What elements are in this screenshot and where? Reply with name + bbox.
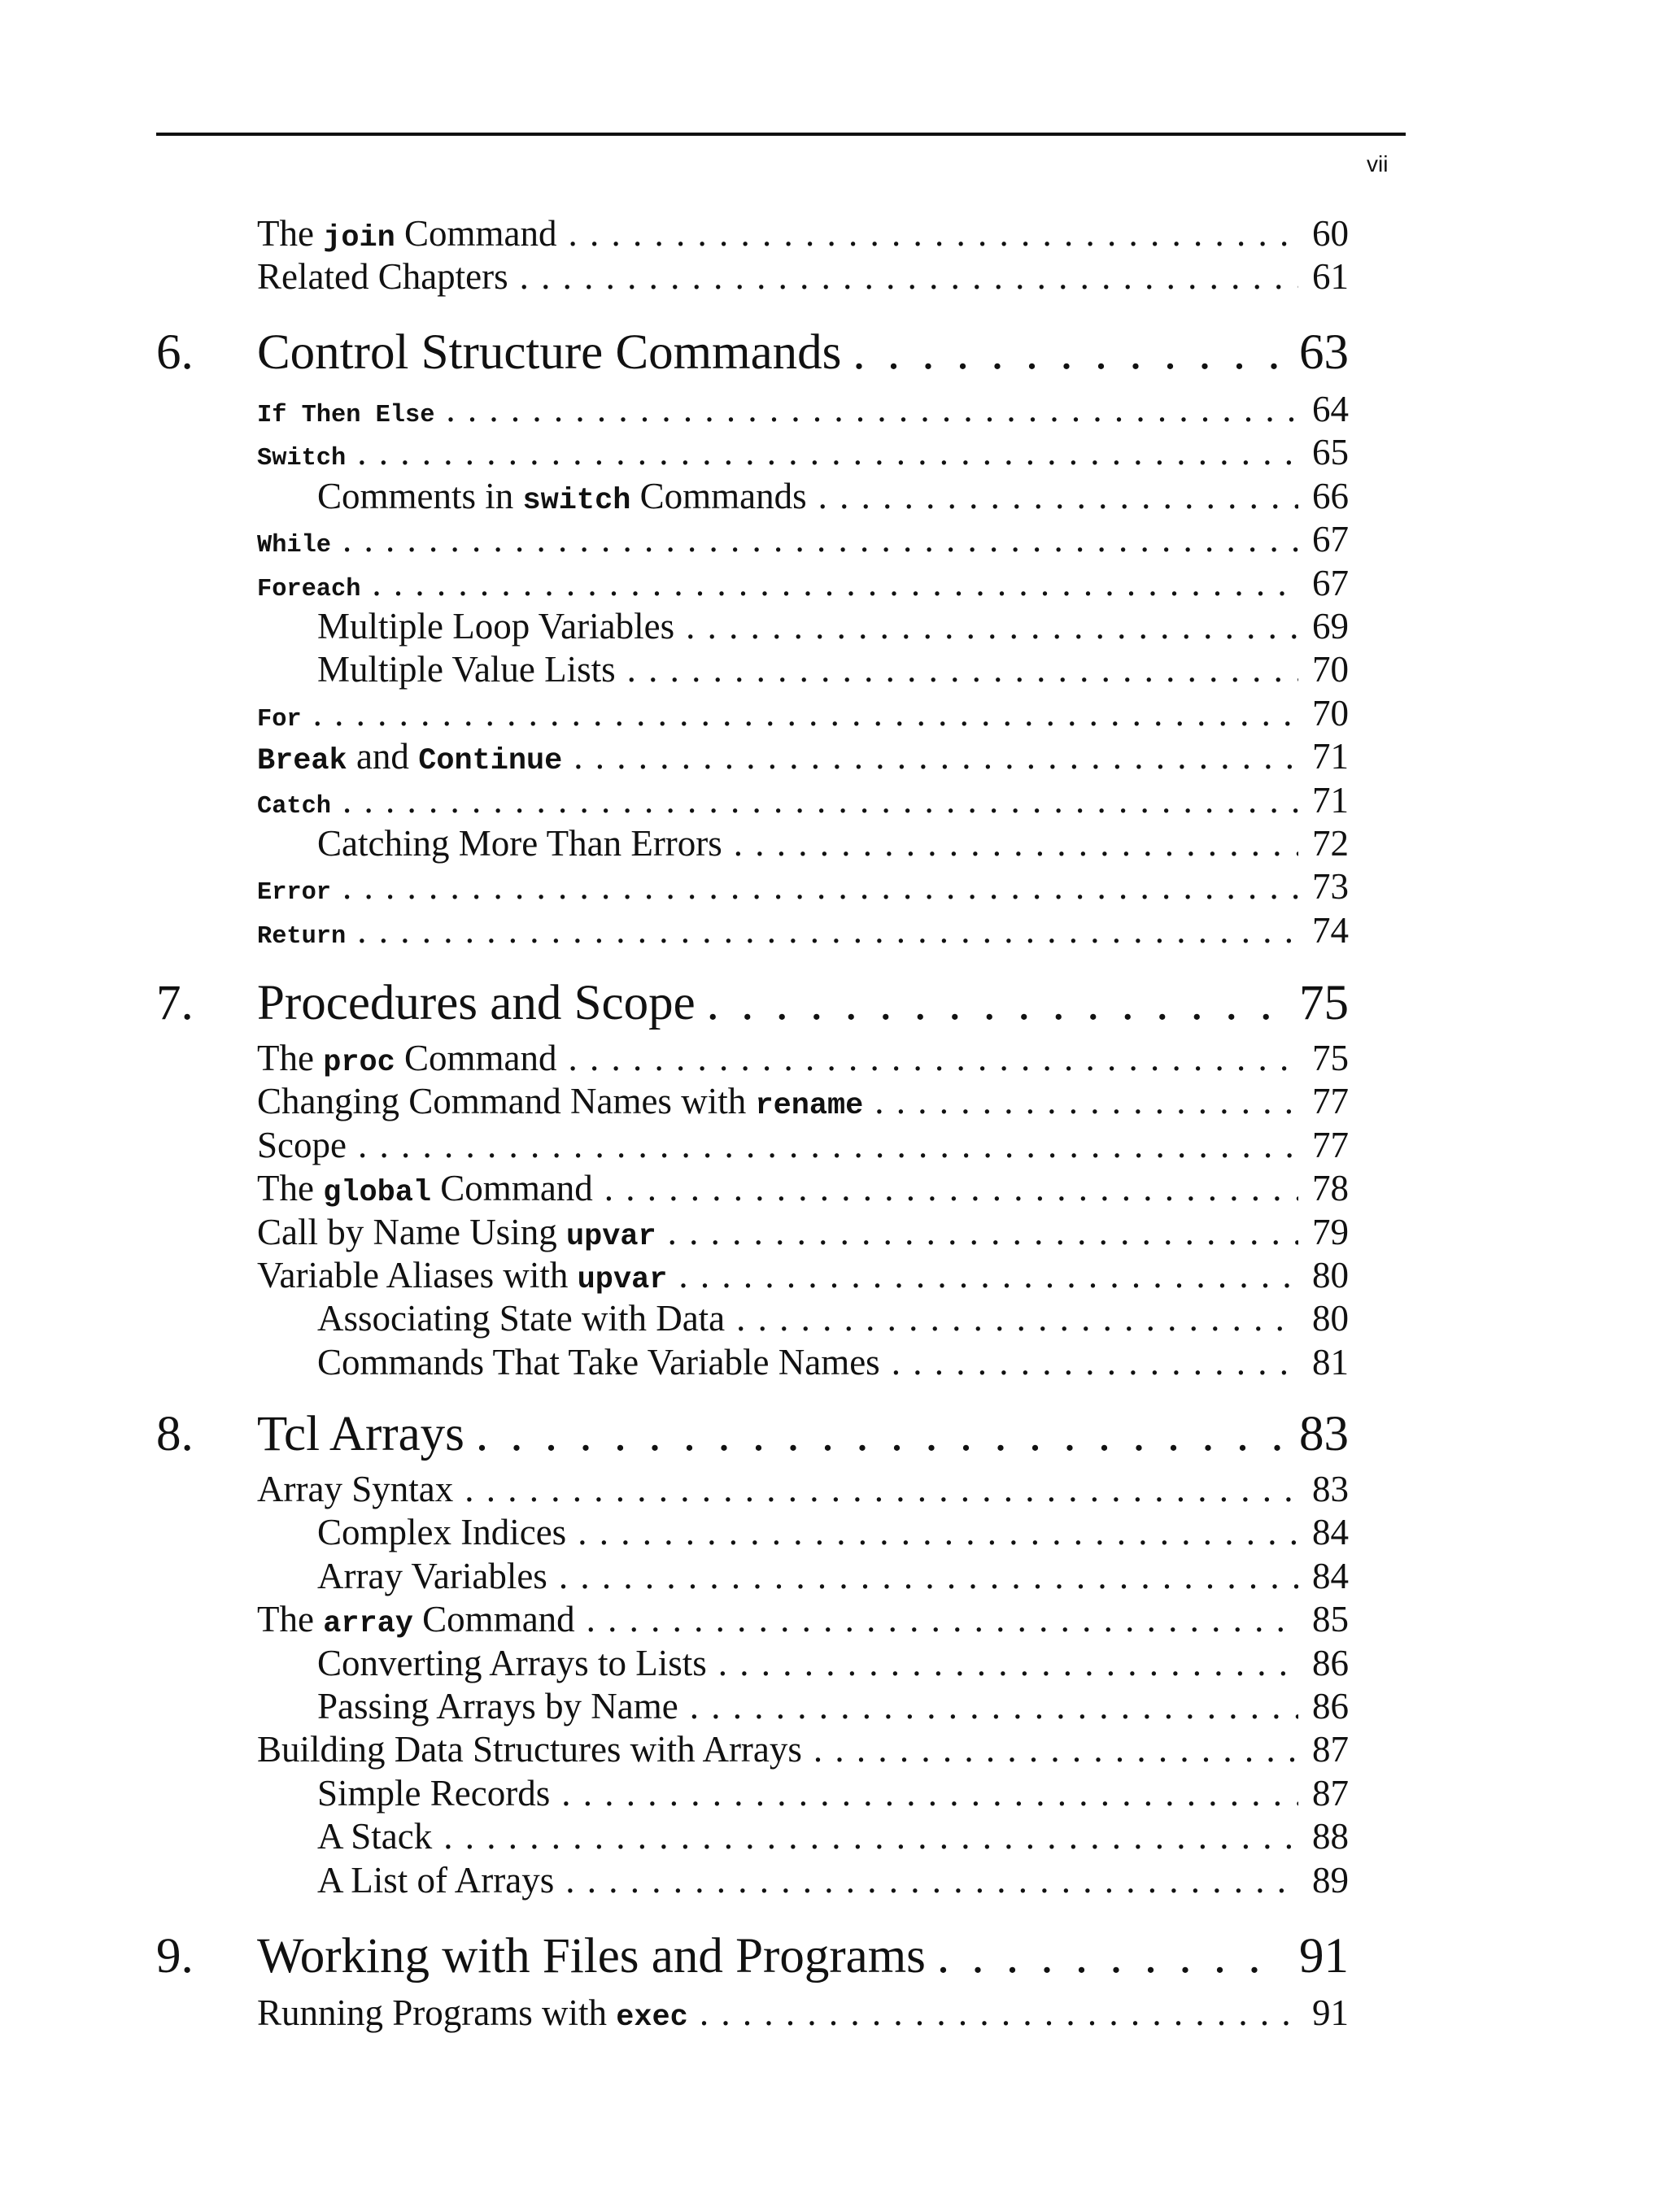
chapter-page-number: 91 [1299, 1929, 1349, 1983]
entry-text: Simple Records [317, 1773, 551, 1814]
entry-text: Changing Command Names with [257, 1081, 756, 1121]
chapter-heading [156, 324, 1349, 382]
dot-leader [569, 1038, 1298, 1078]
dot-leader [464, 1469, 1298, 1509]
entry-title [257, 785, 331, 821]
entry-page-number: 91 [1312, 1992, 1349, 2033]
command-name: Foreach [257, 576, 361, 603]
chapter-number: 9. [156, 1929, 194, 1983]
toc-entry [257, 1729, 1349, 1770]
command-name: exec [616, 2001, 688, 2033]
entry-text: Comments in [317, 476, 523, 516]
entry-text: Passing Arrays by Name [317, 1686, 678, 1726]
entry-title [317, 606, 674, 647]
toc-entry [257, 780, 1349, 821]
entry-text: Related Chapters [257, 256, 508, 297]
entry-text: Catching More Than Errors [317, 823, 722, 864]
entry-text: Variable Aliases with [257, 1255, 578, 1295]
entry-text: Command [395, 1038, 557, 1078]
chapter-heading [156, 1405, 1349, 1464]
entry-page-number: 72 [1312, 823, 1349, 864]
entry-title [257, 1212, 656, 1252]
toc-entry [257, 910, 1349, 951]
entry-page-number: 61 [1312, 256, 1349, 297]
dot-leader [574, 736, 1298, 777]
entry-title [257, 1081, 863, 1121]
entry-text: A List of Arrays [317, 1860, 555, 1901]
toc-entry [317, 1556, 1349, 1596]
toc-entry [317, 823, 1349, 864]
dot-leader [520, 256, 1298, 297]
entry-title [317, 1860, 554, 1901]
dot-leader [446, 389, 1298, 429]
chapter-page-number: 63 [1299, 325, 1349, 380]
entry-text: Command [431, 1168, 593, 1208]
chapter-page-number: 83 [1299, 1407, 1349, 1461]
entry-text: Complex Indices [317, 1512, 567, 1552]
entry-page-number: 74 [1312, 910, 1349, 951]
entry-title [257, 1168, 593, 1208]
dot-leader [358, 1125, 1298, 1165]
dot-leader [813, 1729, 1298, 1770]
entry-text: Array Syntax [257, 1469, 454, 1509]
command-name: Return [257, 923, 347, 951]
toc-entry [317, 476, 1349, 516]
entry-title [317, 1556, 547, 1596]
toc-entry [257, 256, 1349, 297]
entry-page-number: 67 [1312, 519, 1349, 560]
dot-leader [578, 1512, 1298, 1552]
dot-leader [892, 1342, 1298, 1382]
toc-entry [257, 1081, 1349, 1121]
chapter-number: 6. [156, 325, 194, 380]
dot-leader [561, 1773, 1298, 1814]
entry-page-number: 78 [1312, 1168, 1349, 1208]
entry-title [317, 823, 722, 864]
dot-leader [342, 519, 1298, 560]
dot-leader [559, 1556, 1298, 1596]
entry-text: A Stack [317, 1816, 433, 1857]
entry-page-number: 77 [1312, 1081, 1349, 1121]
entry-title [257, 871, 331, 907]
entry-page-number: 85 [1312, 1599, 1349, 1639]
entry-title [257, 1992, 688, 2033]
chapter-number: 8. [156, 1407, 194, 1461]
entry-page-number: 70 [1312, 649, 1349, 690]
chapter-title: Tcl Arrays [257, 1407, 464, 1461]
toc-entry [317, 606, 1349, 647]
entry-page-number: 66 [1312, 476, 1349, 516]
page-number: vii [1367, 151, 1389, 176]
dot-leader [342, 866, 1298, 907]
dot-leader [668, 1212, 1298, 1252]
entry-page-number: 71 [1312, 780, 1349, 821]
command-name: If Then Else [257, 402, 435, 429]
entry-title [257, 915, 346, 951]
entry-page-number: 77 [1312, 1125, 1349, 1165]
entry-page-number: 88 [1312, 1816, 1349, 1857]
entry-page-number: 84 [1312, 1556, 1349, 1596]
dot-leader [627, 649, 1298, 690]
entry-text: and [347, 736, 419, 777]
entry-title [257, 1599, 575, 1639]
toc-entry [257, 1212, 1349, 1252]
entry-title [317, 1773, 550, 1814]
entry-text: The [257, 1168, 324, 1208]
entry-page-number: 64 [1312, 389, 1349, 429]
entry-page-number: 80 [1312, 1255, 1349, 1295]
entry-title [317, 1512, 566, 1552]
entry-text: Multiple Loop Variables [317, 606, 675, 647]
entry-title [257, 213, 557, 254]
command-name: Break [257, 744, 347, 777]
toc-entry [317, 1816, 1349, 1857]
entry-text: Scope [257, 1125, 347, 1165]
entry-page-number: 81 [1312, 1342, 1349, 1382]
command-name: upvar [565, 1220, 656, 1252]
dot-leader [736, 1298, 1298, 1339]
entry-text: The [257, 1599, 324, 1639]
dot-leader [587, 1599, 1298, 1639]
entry-text: Command [395, 213, 557, 254]
entry-title [317, 1816, 432, 1857]
entry-text: Running Programs with [257, 1992, 617, 2033]
entry-title [317, 1298, 725, 1339]
entry-title [257, 568, 360, 603]
command-name: proc [323, 1046, 395, 1078]
dot-leader [690, 1686, 1298, 1726]
entry-text: Multiple Value Lists [317, 649, 616, 690]
dot-leader [357, 432, 1298, 472]
entry-page-number: 69 [1312, 606, 1349, 647]
entry-title [257, 437, 346, 472]
entry-title [257, 256, 508, 297]
toc-entry [257, 519, 1349, 560]
entry-page-number: 60 [1312, 213, 1349, 254]
entry-text: Associating State with Data [317, 1298, 726, 1339]
toc-entry [257, 213, 1349, 254]
command-name: For [257, 706, 302, 734]
toc-entry [257, 1255, 1349, 1295]
dot-leader [357, 910, 1298, 951]
dot-leader [734, 823, 1298, 864]
toc-entry [257, 1168, 1349, 1208]
dot-leader [678, 1255, 1298, 1295]
chapter-title: Procedures and Scope [257, 976, 696, 1030]
toc-entry [257, 389, 1349, 429]
chapter-heading [156, 1927, 1349, 1986]
entry-title [317, 649, 616, 690]
entry-text: Commands That Take Variable Names [317, 1342, 880, 1382]
toc-entry [317, 1643, 1349, 1683]
chapter-number: 7. [156, 976, 194, 1030]
command-name: Switch [257, 445, 347, 472]
dot-leader [604, 1168, 1298, 1208]
header-rule [156, 133, 1406, 136]
entry-page-number: 83 [1312, 1469, 1349, 1509]
toc-entry [257, 563, 1349, 603]
toc-entry [257, 1992, 1349, 2033]
toc-entry [317, 1512, 1349, 1552]
entry-page-number: 70 [1312, 693, 1349, 734]
toc-entry [257, 432, 1349, 472]
toc-entry [317, 1773, 1349, 1814]
entry-title [257, 736, 562, 777]
command-name: Error [257, 879, 331, 907]
dot-leader [853, 324, 1284, 382]
dot-leader [874, 1081, 1298, 1121]
command-name: join [323, 221, 395, 254]
toc-entry [257, 1469, 1349, 1509]
dot-leader [569, 213, 1298, 254]
entry-text: Command [412, 1599, 575, 1639]
command-name: rename [755, 1089, 864, 1121]
dot-leader [372, 563, 1298, 603]
entry-text: Call by Name Using [257, 1212, 566, 1252]
dot-leader [565, 1860, 1298, 1901]
command-name: array [323, 1607, 413, 1639]
toc-entry [317, 1298, 1349, 1339]
entry-page-number: 65 [1312, 432, 1349, 472]
entry-title [257, 1125, 347, 1165]
entry-page-number: 75 [1312, 1038, 1349, 1078]
dot-leader [342, 780, 1298, 821]
entry-text: Commands [630, 476, 807, 516]
dot-leader [707, 974, 1284, 1033]
dot-leader [313, 693, 1298, 734]
entry-text: The [257, 213, 324, 254]
entry-title [257, 1038, 557, 1078]
entry-title [317, 1342, 880, 1382]
entry-page-number: 86 [1312, 1686, 1349, 1726]
entry-title [257, 394, 434, 429]
entry-page-number: 71 [1312, 736, 1349, 777]
entry-page-number: 73 [1312, 866, 1349, 907]
dot-leader [937, 1927, 1284, 1986]
entry-title [257, 1255, 667, 1295]
entry-text: Building Data Structures with Arrays [257, 1729, 802, 1770]
entry-title [317, 1643, 707, 1683]
chapter-title: Working with Files and Programs [257, 1929, 926, 1983]
entry-text: Converting Arrays to Lists [317, 1643, 707, 1683]
toc-entry [257, 736, 1349, 777]
entry-page-number: 87 [1312, 1729, 1349, 1770]
entry-title [317, 1686, 678, 1726]
command-name: upvar [577, 1263, 668, 1295]
entry-text: The [257, 1038, 324, 1078]
entry-page-number: 89 [1312, 1860, 1349, 1901]
dot-leader [686, 606, 1298, 647]
dot-leader [818, 476, 1298, 516]
entry-page-number: 87 [1312, 1773, 1349, 1814]
entry-page-number: 80 [1312, 1298, 1349, 1339]
entry-title [257, 524, 331, 560]
entry-page-number: 79 [1312, 1212, 1349, 1252]
entry-title [317, 476, 807, 516]
dot-leader [443, 1816, 1298, 1857]
toc-entry [257, 866, 1349, 907]
toc-entry [317, 1686, 1349, 1726]
toc-entry [317, 1860, 1349, 1901]
toc-entry [317, 1342, 1349, 1382]
command-name: While [257, 532, 331, 560]
toc-entry [257, 693, 1349, 734]
command-name: Continue [418, 744, 563, 777]
chapter-heading [156, 974, 1349, 1033]
entry-title [257, 698, 302, 734]
entry-page-number: 84 [1312, 1512, 1349, 1552]
dot-leader [476, 1405, 1284, 1464]
dot-leader [700, 1992, 1298, 2033]
command-name: global [323, 1176, 432, 1208]
toc-entry [257, 1038, 1349, 1078]
toc-entry [257, 1125, 1349, 1165]
chapter-title: Control Structure Commands [257, 325, 842, 380]
entry-page-number: 86 [1312, 1643, 1349, 1683]
entry-title [257, 1729, 802, 1770]
command-name: switch [522, 484, 631, 516]
toc-entry [317, 649, 1349, 690]
dot-leader [718, 1643, 1298, 1683]
chapter-page-number: 75 [1299, 976, 1349, 1030]
entry-page-number: 67 [1312, 563, 1349, 603]
entry-text: Array Variables [317, 1556, 547, 1596]
toc-entry [257, 1599, 1349, 1639]
entry-title [257, 1469, 453, 1509]
command-name: Catch [257, 793, 331, 821]
